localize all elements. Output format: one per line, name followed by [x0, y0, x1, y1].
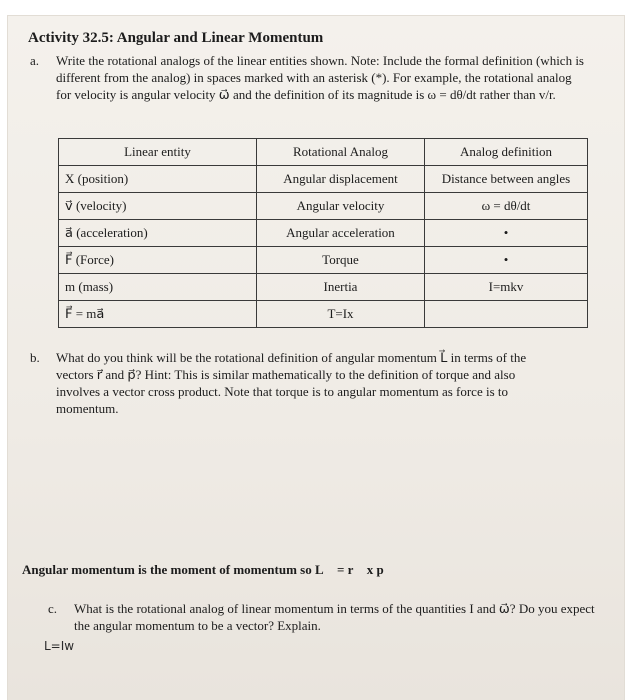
table-row	[59, 247, 588, 274]
analog-table	[58, 138, 588, 328]
cell-linear: F⃗ = ma⃗	[59, 301, 257, 328]
header-analog-definition: Analog definition	[425, 139, 588, 166]
cell-rotational[interactable]: Angular displacement	[257, 166, 425, 193]
question-a	[30, 52, 590, 103]
header-rotational-analog: Rotational Analog	[257, 139, 425, 166]
table-row	[59, 166, 588, 193]
cell-definition[interactable]: Distance between angles	[425, 166, 588, 193]
cell-linear: X (position)	[59, 166, 257, 193]
cell-definition-asterisk[interactable]: •	[425, 220, 588, 247]
cell-rotational[interactable]: Angular velocity	[257, 193, 425, 220]
table-row	[59, 220, 588, 247]
worksheet-page	[8, 16, 624, 700]
cell-definition-asterisk[interactable]: •	[425, 247, 588, 274]
cell-definition[interactable]	[425, 301, 588, 328]
activity-title: Activity 32.5: Angular and Linear Momentum	[28, 30, 324, 46]
question-b-text: What do you think will be the rotational definition of angular momentum L⃗ in terms of the vectors r⃗ and p⃗? Hint: This is similar mathematically to the definition of torque and also involves a vector cross product. Note that torque is to angular momentum as force is to momentum.	[56, 350, 527, 416]
answer-b[interactable]: Angular momentum is the moment of momentum so L⃗ = r⃗ x p⃗	[22, 562, 394, 577]
question-c	[48, 600, 608, 634]
cell-linear: m (mass)	[59, 274, 257, 301]
table-header-row	[59, 139, 588, 166]
question-b	[30, 349, 560, 417]
question-a-text: Write the rotational analogs of the linear entities shown. Note: Include the formal definition (which is different from the analog) in spaces marked with an asterisk (*). For example, the rotational analog for velocity is angular velocity ω⃗ and the definition of its magnitude is ω = dθ/dt rather than v/r.	[56, 53, 584, 102]
question-b-label: b.	[30, 350, 40, 365]
cell-linear: v⃗ (velocity)	[59, 193, 257, 220]
question-c-label: c.	[48, 601, 58, 616]
cell-rotational[interactable]: Torque	[257, 247, 425, 274]
cell-rotational[interactable]: T=Ix	[257, 301, 425, 328]
cell-definition[interactable]: ω = dθ/dt	[425, 193, 588, 220]
cell-linear: F⃗ (Force)	[59, 247, 257, 274]
answer-c-handwriting[interactable]: L=Iw	[44, 639, 75, 653]
table-row	[59, 274, 588, 301]
cell-rotational[interactable]: Angular acceleration	[257, 220, 425, 247]
header-linear-entity: Linear entity	[59, 139, 257, 166]
cell-definition[interactable]: I=mkv	[425, 274, 588, 301]
table-row	[59, 193, 588, 220]
question-c-text: What is the rotational analog of linear momentum in terms of the quantities I and ω⃗? Do you expect the angular momentum to be a vector? Explain.	[74, 601, 595, 633]
question-a-label: a.	[30, 53, 40, 68]
cell-rotational[interactable]: Inertia	[257, 274, 425, 301]
cell-linear: a⃗ (acceleration)	[59, 220, 257, 247]
table-row	[59, 301, 588, 328]
